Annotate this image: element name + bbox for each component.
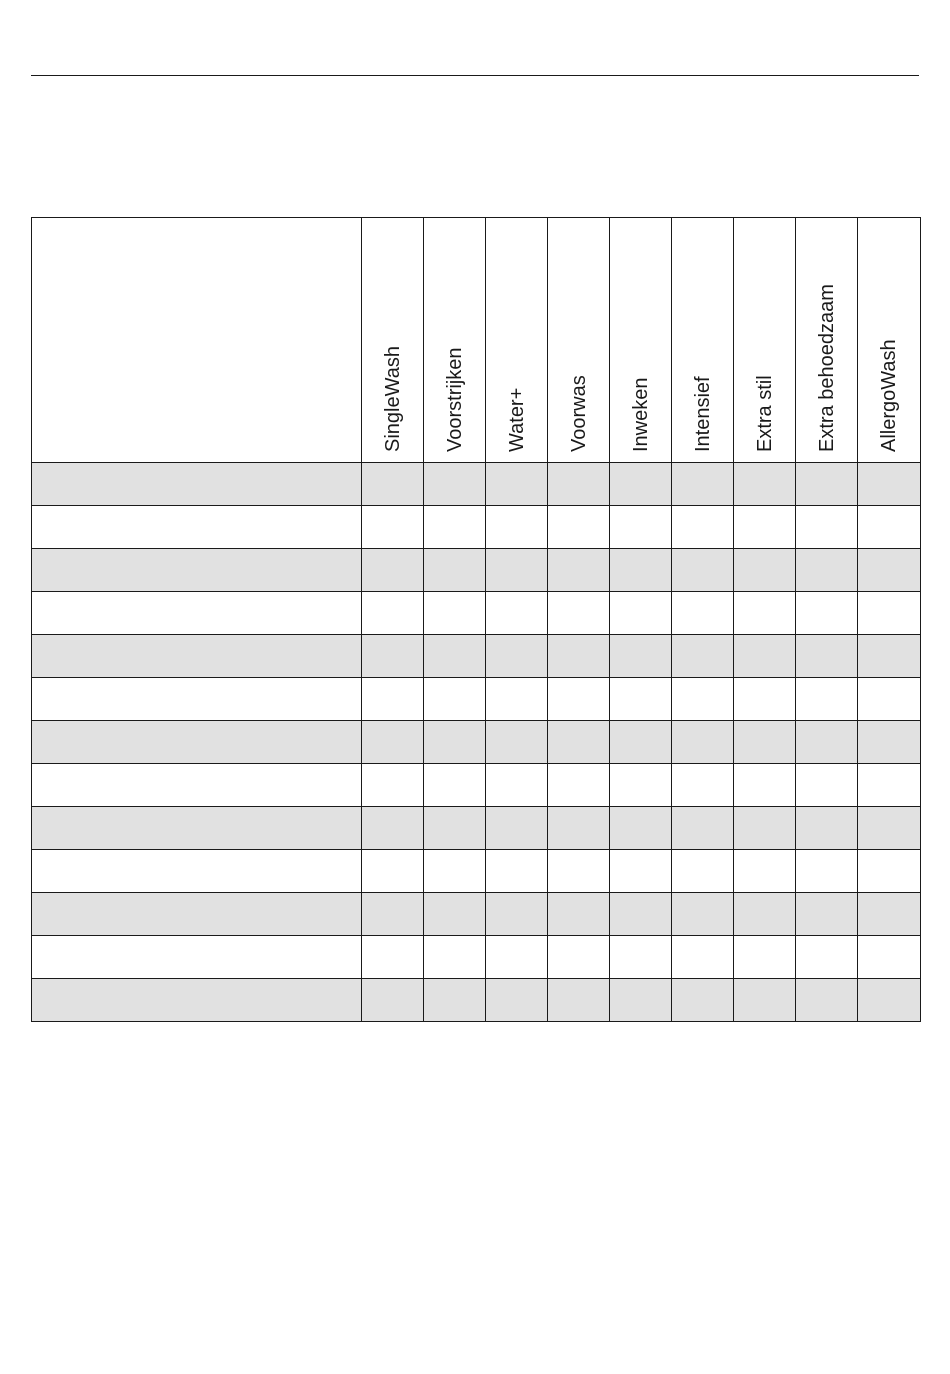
option-cell [424,678,486,721]
option-cell [734,592,796,635]
option-cell [734,678,796,721]
option-cell [858,807,921,850]
option-cell [424,850,486,893]
option-cell [796,506,858,549]
column-header: SingleWash [362,218,424,463]
column-header: Voorwas [548,218,610,463]
option-cell [548,678,610,721]
option-cell [610,893,672,936]
option-cell [424,549,486,592]
option-cell [610,506,672,549]
option-cell [362,850,424,893]
option-cell [610,850,672,893]
table-row [32,807,921,850]
option-cell [858,764,921,807]
option-cell [548,721,610,764]
option-cell [486,592,548,635]
row-label-cell [32,721,362,764]
column-header: Water+ [486,218,548,463]
option-cell [734,463,796,506]
option-cell [796,678,858,721]
table-row [32,635,921,678]
option-cell [548,463,610,506]
column-header: AllergoWash [858,218,921,463]
table-body [32,463,921,1022]
table-row [32,764,921,807]
option-cell [548,979,610,1022]
option-cell [672,549,734,592]
option-cell [734,635,796,678]
row-label-cell [32,764,362,807]
option-cell [796,592,858,635]
option-cell [610,979,672,1022]
option-cell [486,807,548,850]
option-cell [672,678,734,721]
option-cell [858,678,921,721]
row-label-cell [32,850,362,893]
option-cell [610,678,672,721]
option-cell [796,936,858,979]
option-cell [362,506,424,549]
header-corner-cell [32,218,362,463]
table-row [32,506,921,549]
option-cell [858,549,921,592]
option-cell [858,721,921,764]
option-cell [734,850,796,893]
option-cell [424,936,486,979]
option-cell [858,635,921,678]
option-cell [486,549,548,592]
row-label-cell [32,635,362,678]
option-cell [362,592,424,635]
option-cell [486,463,548,506]
option-cell [858,592,921,635]
option-cell [796,549,858,592]
option-cell [424,635,486,678]
option-cell [362,721,424,764]
column-header: Extra behoedzaam [796,218,858,463]
column-header: Inweken [610,218,672,463]
option-cell [486,678,548,721]
option-cell [548,893,610,936]
option-cell [610,721,672,764]
option-cell [486,506,548,549]
option-cell [734,506,796,549]
option-cell [548,506,610,549]
option-cell [486,979,548,1022]
option-cell [672,893,734,936]
row-label-cell [32,678,362,721]
option-cell [610,635,672,678]
table-row [32,678,921,721]
option-cell [486,850,548,893]
option-cell [548,850,610,893]
option-cell [610,592,672,635]
option-cell [672,635,734,678]
option-cell [362,979,424,1022]
option-cell [548,635,610,678]
option-cell [424,592,486,635]
option-cell [486,893,548,936]
row-label-cell [32,893,362,936]
table-row [32,893,921,936]
option-cell [424,506,486,549]
row-label-cell [32,592,362,635]
table-row [32,721,921,764]
table-row [32,979,921,1022]
top-horizontal-rule [31,75,919,76]
option-cell [424,807,486,850]
option-cell [424,721,486,764]
row-label-cell [32,936,362,979]
option-cell [734,936,796,979]
table-row [32,463,921,506]
option-cell [734,764,796,807]
option-cell [362,635,424,678]
option-cell [796,463,858,506]
table-row [32,936,921,979]
option-cell [548,807,610,850]
option-cell [486,721,548,764]
row-label-cell [32,506,362,549]
option-cell [672,936,734,979]
option-cell [362,936,424,979]
option-cell [362,764,424,807]
option-cell [486,635,548,678]
option-cell [796,721,858,764]
option-cell [734,721,796,764]
option-cell [548,936,610,979]
option-cell [734,979,796,1022]
option-cell [796,850,858,893]
option-cell [424,979,486,1022]
option-cell [672,979,734,1022]
option-cell [362,463,424,506]
table-row [32,592,921,635]
row-label-cell [32,979,362,1022]
option-cell [796,893,858,936]
option-cell [734,807,796,850]
column-header: Voorstrijken [424,218,486,463]
option-cell [858,936,921,979]
option-cell [858,979,921,1022]
option-cell [610,936,672,979]
option-cell [424,893,486,936]
option-cell [424,463,486,506]
table-row [32,549,921,592]
option-cell [548,549,610,592]
option-cell [362,807,424,850]
table-header-row [32,218,921,463]
option-cell [734,549,796,592]
row-label-cell [32,807,362,850]
option-cell [734,893,796,936]
option-cell [858,893,921,936]
option-cell [858,463,921,506]
option-cell [486,764,548,807]
option-cell [672,807,734,850]
option-cell [672,463,734,506]
option-cell [672,592,734,635]
option-cell [796,807,858,850]
option-cell [672,506,734,549]
column-header: Intensief [672,218,734,463]
column-header: Extra stil [734,218,796,463]
option-cell [486,936,548,979]
option-cell [610,764,672,807]
option-cell [672,721,734,764]
option-cell [362,893,424,936]
option-cell [672,850,734,893]
table-row [32,850,921,893]
option-cell [858,506,921,549]
option-cell [796,764,858,807]
row-label-cell [32,463,362,506]
option-cell [858,850,921,893]
options-table [31,217,921,1022]
option-cell [548,764,610,807]
option-cell [672,764,734,807]
option-cell [548,592,610,635]
option-cell [362,549,424,592]
option-cell [610,807,672,850]
option-cell [610,549,672,592]
option-cell [796,635,858,678]
option-cell [424,764,486,807]
option-cell [610,463,672,506]
option-cell [796,979,858,1022]
option-cell [362,678,424,721]
row-label-cell [32,549,362,592]
